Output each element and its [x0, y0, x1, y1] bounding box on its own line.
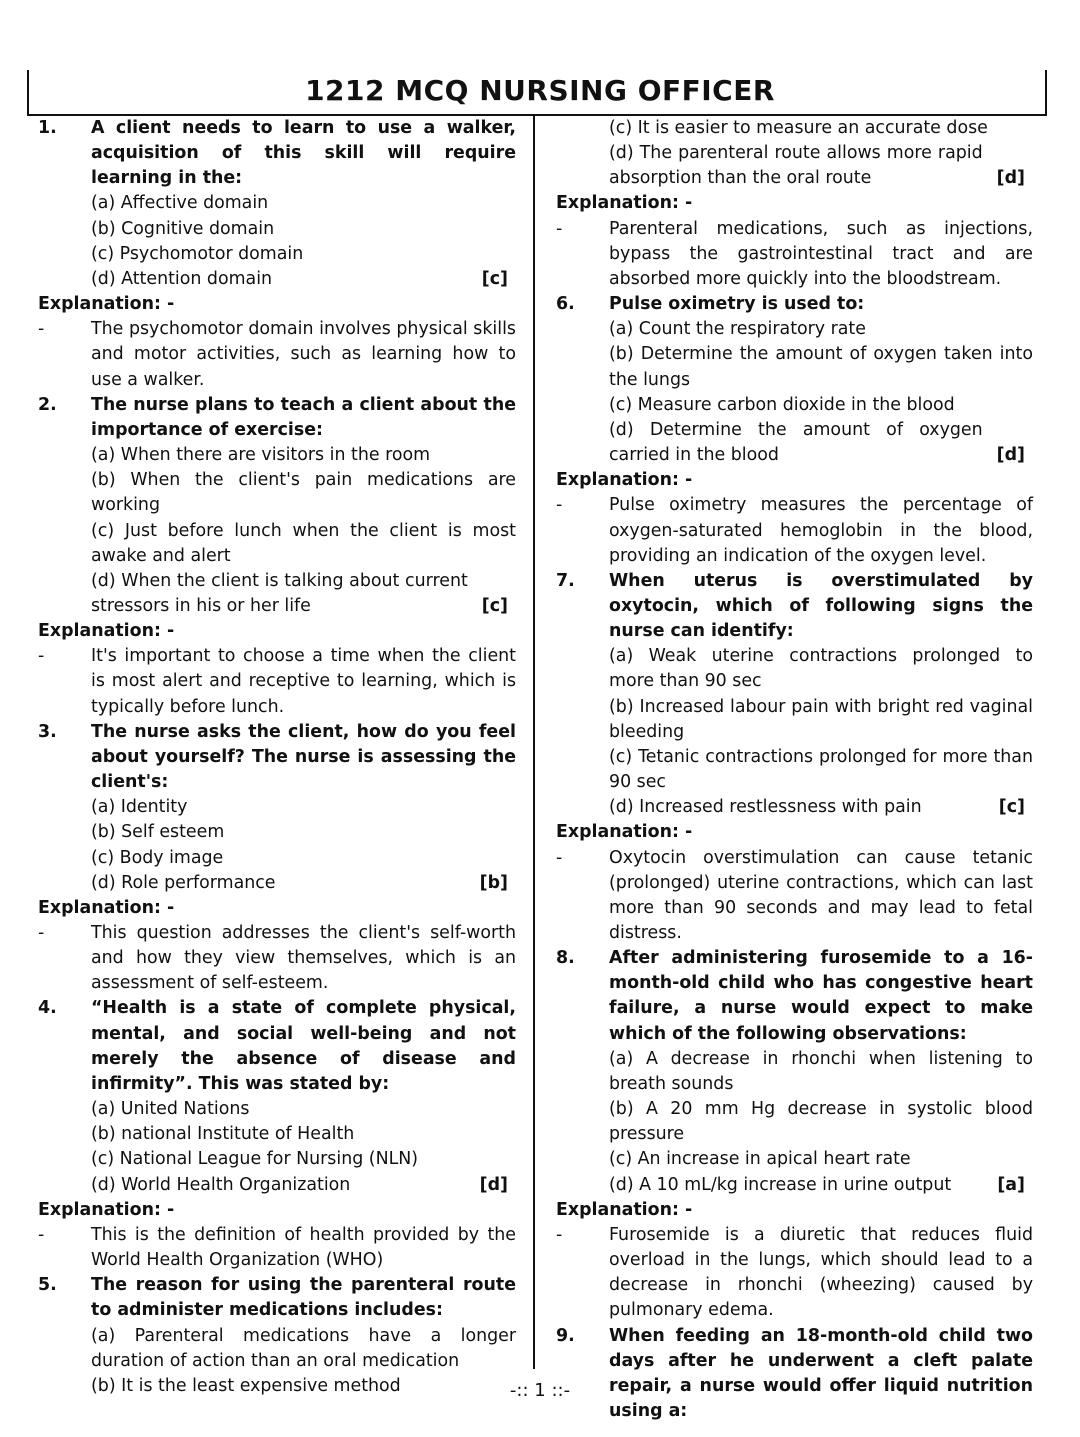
- question-text: After administering furosemide to a 16-month-old child who has congestive heart failure, a nurse would expect to make which of the following observations:: [609, 948, 1033, 1044]
- question-8: [556, 946, 1033, 1047]
- option-a: (a) Affective domain: [91, 193, 269, 214]
- option-d: (d) When the client is talking about current stressors in his or her life: [91, 570, 468, 616]
- explanation-text: Oxytocin overstimulation can cause tetanic (prolonged) uterine contractions, which can last more than 90 seconds and may lead to fetal distress.: [609, 847, 1033, 943]
- option-c: (c) Just before lunch when the client is most awake and alert: [91, 520, 516, 566]
- option-a: (a) When there are visitors in the room: [91, 445, 431, 466]
- question-number: 1.: [38, 118, 57, 138]
- option-d: (d) Attention domain: [91, 268, 273, 289]
- question-1: [38, 116, 516, 191]
- explanation: [38, 317, 516, 392]
- option-d-row: [91, 871, 516, 896]
- option-a: (a) Identity: [91, 797, 188, 818]
- explanation-text: Parenteral medications, such as injections, bypass the gastrointestinal tract and are absorbed more quickly into the bloodstream.: [609, 218, 1033, 289]
- option-a: (a) Count the respiratory rate: [609, 319, 866, 340]
- question-9: [556, 1324, 1033, 1425]
- explanation-text: This question addresses the client's self-worth and how they view themselves, which is an assessment of self-esteem.: [91, 923, 516, 994]
- explanation-dash: -: [38, 923, 45, 943]
- answer-key: [d]: [996, 168, 1025, 189]
- option-b: (b) national Institute of Health: [91, 1124, 355, 1145]
- explanation-heading: Explanation: -: [556, 470, 693, 491]
- explanation: [556, 1223, 1033, 1324]
- option-d-row: [609, 418, 1033, 468]
- option-b: (b) Cognitive domain: [91, 218, 275, 239]
- question-text: Pulse oximetry is used to:: [609, 294, 865, 315]
- answer-key: [d]: [479, 1174, 508, 1195]
- explanation-heading: Explanation: -: [38, 897, 175, 918]
- question-number: 3.: [38, 721, 57, 742]
- option-a: (a) Parenteral medications have a longer duration of action than an oral medication: [91, 1325, 516, 1371]
- explanation-heading: Explanation: -: [556, 193, 693, 214]
- explanation-heading: Explanation: -: [38, 1199, 175, 1220]
- explanation-text: This is the definition of health provided by the World Health Organization (WHO): [91, 1224, 516, 1271]
- option-d-row: [609, 795, 1033, 820]
- question-number: 8.: [556, 948, 575, 969]
- column-divider: [533, 114, 535, 1369]
- option-d-row: [609, 141, 1033, 191]
- explanation: [556, 217, 1033, 292]
- option-d: (d) Increased restlessness with pain: [609, 797, 922, 818]
- question-number: 4.: [38, 998, 57, 1019]
- option-b: (b) A 20 mm Hg decrease in systolic blood pressure: [609, 1099, 1033, 1145]
- explanation: [38, 644, 516, 719]
- option-d: (d) Role performance: [91, 872, 276, 893]
- question-text: When feeding an 18-month-old child two days after he underwent a cleft palate repair, a nurse would offer liquid nutrition using a:: [609, 1325, 1033, 1421]
- answer-key: [c]: [998, 797, 1025, 818]
- page-title: 1212 MCQ NURSING OFFICER: [305, 74, 775, 107]
- option-b: (b) When the client's pain medications are working: [91, 470, 516, 516]
- question-number: 2.: [38, 394, 57, 415]
- explanation: [556, 493, 1033, 568]
- option-c: (c) An increase in apical heart rate: [609, 1149, 911, 1170]
- question-2: [38, 393, 516, 443]
- left-column: [38, 116, 516, 1399]
- explanation-heading: Explanation: -: [38, 294, 175, 315]
- answer-key: [c]: [481, 595, 508, 616]
- explanation-dash: -: [38, 1224, 45, 1245]
- explanation: [556, 846, 1033, 947]
- question-number: 7.: [556, 570, 575, 591]
- answer-key: [d]: [996, 445, 1025, 466]
- page-number: -:: 1 ::-: [509, 1380, 571, 1401]
- explanation-text: Furosemide is a diuretic that reduces fluid overload in the lungs, which should lead to a decrease in rhonchi (wheezing) caused by pulmonary edema.: [609, 1224, 1033, 1321]
- explanation-dash: -: [38, 646, 45, 667]
- explanation-dash: -: [556, 495, 563, 516]
- explanation: [38, 1223, 516, 1273]
- question-text: A client needs to learn to use a walker, acquisition of this skill will require learning in the:: [91, 118, 516, 189]
- option-c: (c) Tetanic contractions prolonged for more than 90 sec: [609, 746, 1033, 793]
- option-c: (c) Body image: [91, 847, 224, 868]
- option-d: (d) Determine the amount of oxygen carried in the blood: [609, 419, 983, 466]
- question-number: 5.: [38, 1275, 57, 1296]
- question-4: [38, 996, 516, 1097]
- explanation-dash: -: [556, 218, 563, 239]
- explanation-text: Pulse oximetry measures the percentage of oxygen-saturated hemoglobin in the blood, providing an indication of the oxygen level.: [609, 495, 1033, 566]
- option-d-row: [91, 1173, 516, 1198]
- explanation-dash: -: [556, 1224, 563, 1245]
- answer-key: [b]: [479, 872, 508, 893]
- option-d-row: [609, 1173, 1033, 1198]
- explanation: [38, 921, 516, 996]
- right-column: [556, 116, 1033, 1424]
- explanation-text: The psychomotor domain involves physical skills and motor activities, such as learning how to use a walker.: [91, 319, 516, 390]
- explanation-dash: -: [556, 847, 563, 868]
- explanation-text: It's important to choose a time when the client is most alert and receptive to learning, which is typically before lunch.: [91, 646, 516, 717]
- option-b: (b) It is the least expensive method: [91, 1375, 401, 1396]
- question-text: The reason for using the parenteral route to administer medications includes:: [91, 1275, 516, 1321]
- option-d-row: [91, 267, 516, 292]
- option-c: (c) National League for Nursing (NLN): [91, 1149, 419, 1170]
- question-6: [556, 292, 1033, 317]
- explanation-heading: Explanation: -: [556, 822, 693, 843]
- answer-key: [c]: [481, 268, 508, 289]
- question-number: 9.: [556, 1325, 575, 1346]
- option-c: (c) Measure carbon dioxide in the blood: [609, 394, 955, 415]
- option-a: (a) Weak uterine contractions prolonged to more than 90 sec: [609, 646, 1033, 692]
- question-text: The nurse asks the client, how do you feel about yourself? The nurse is assessing the client's:: [91, 721, 516, 793]
- question-text: When uterus is overstimulated by oxytocin, which of following signs the nurse can identify:: [609, 570, 1033, 642]
- answer-key: [a]: [997, 1174, 1025, 1195]
- question-3: [38, 720, 516, 795]
- option-d-row: [91, 569, 516, 619]
- question-7: [556, 569, 1033, 644]
- option-d: (d) World Health Organization: [91, 1174, 351, 1195]
- option-c: (c) It is easier to measure an accurate dose: [609, 118, 988, 138]
- explanation-dash: -: [38, 319, 45, 340]
- option-d: (d) A 10 mL/kg increase in urine output: [609, 1174, 952, 1195]
- question-number: 6.: [556, 294, 575, 315]
- question-text: “Health is a state of complete physical, mental, and social well-being and not merely the absence of disease and infirmity”. This was stated by:: [91, 998, 516, 1094]
- option-b: (b) Self esteem: [91, 822, 225, 843]
- option-b: (b) Increased labour pain with bright red vaginal bleeding: [609, 696, 1033, 742]
- option-c: (c) Psychomotor domain: [91, 243, 304, 264]
- question-5: [38, 1273, 516, 1323]
- explanation-heading: Explanation: -: [38, 621, 175, 642]
- explanation-heading: Explanation: -: [556, 1199, 693, 1220]
- option-a: (a) United Nations: [91, 1099, 250, 1120]
- option-a: (a) A decrease in rhonchi when listening to breath sounds: [609, 1048, 1033, 1094]
- option-b: (b) Determine the amount of oxygen taken into the lungs: [609, 344, 1033, 390]
- option-d: (d) The parenteral route allows more rapid absorption than the oral route: [609, 143, 983, 189]
- question-text: The nurse plans to teach a client about the importance of exercise:: [91, 394, 516, 440]
